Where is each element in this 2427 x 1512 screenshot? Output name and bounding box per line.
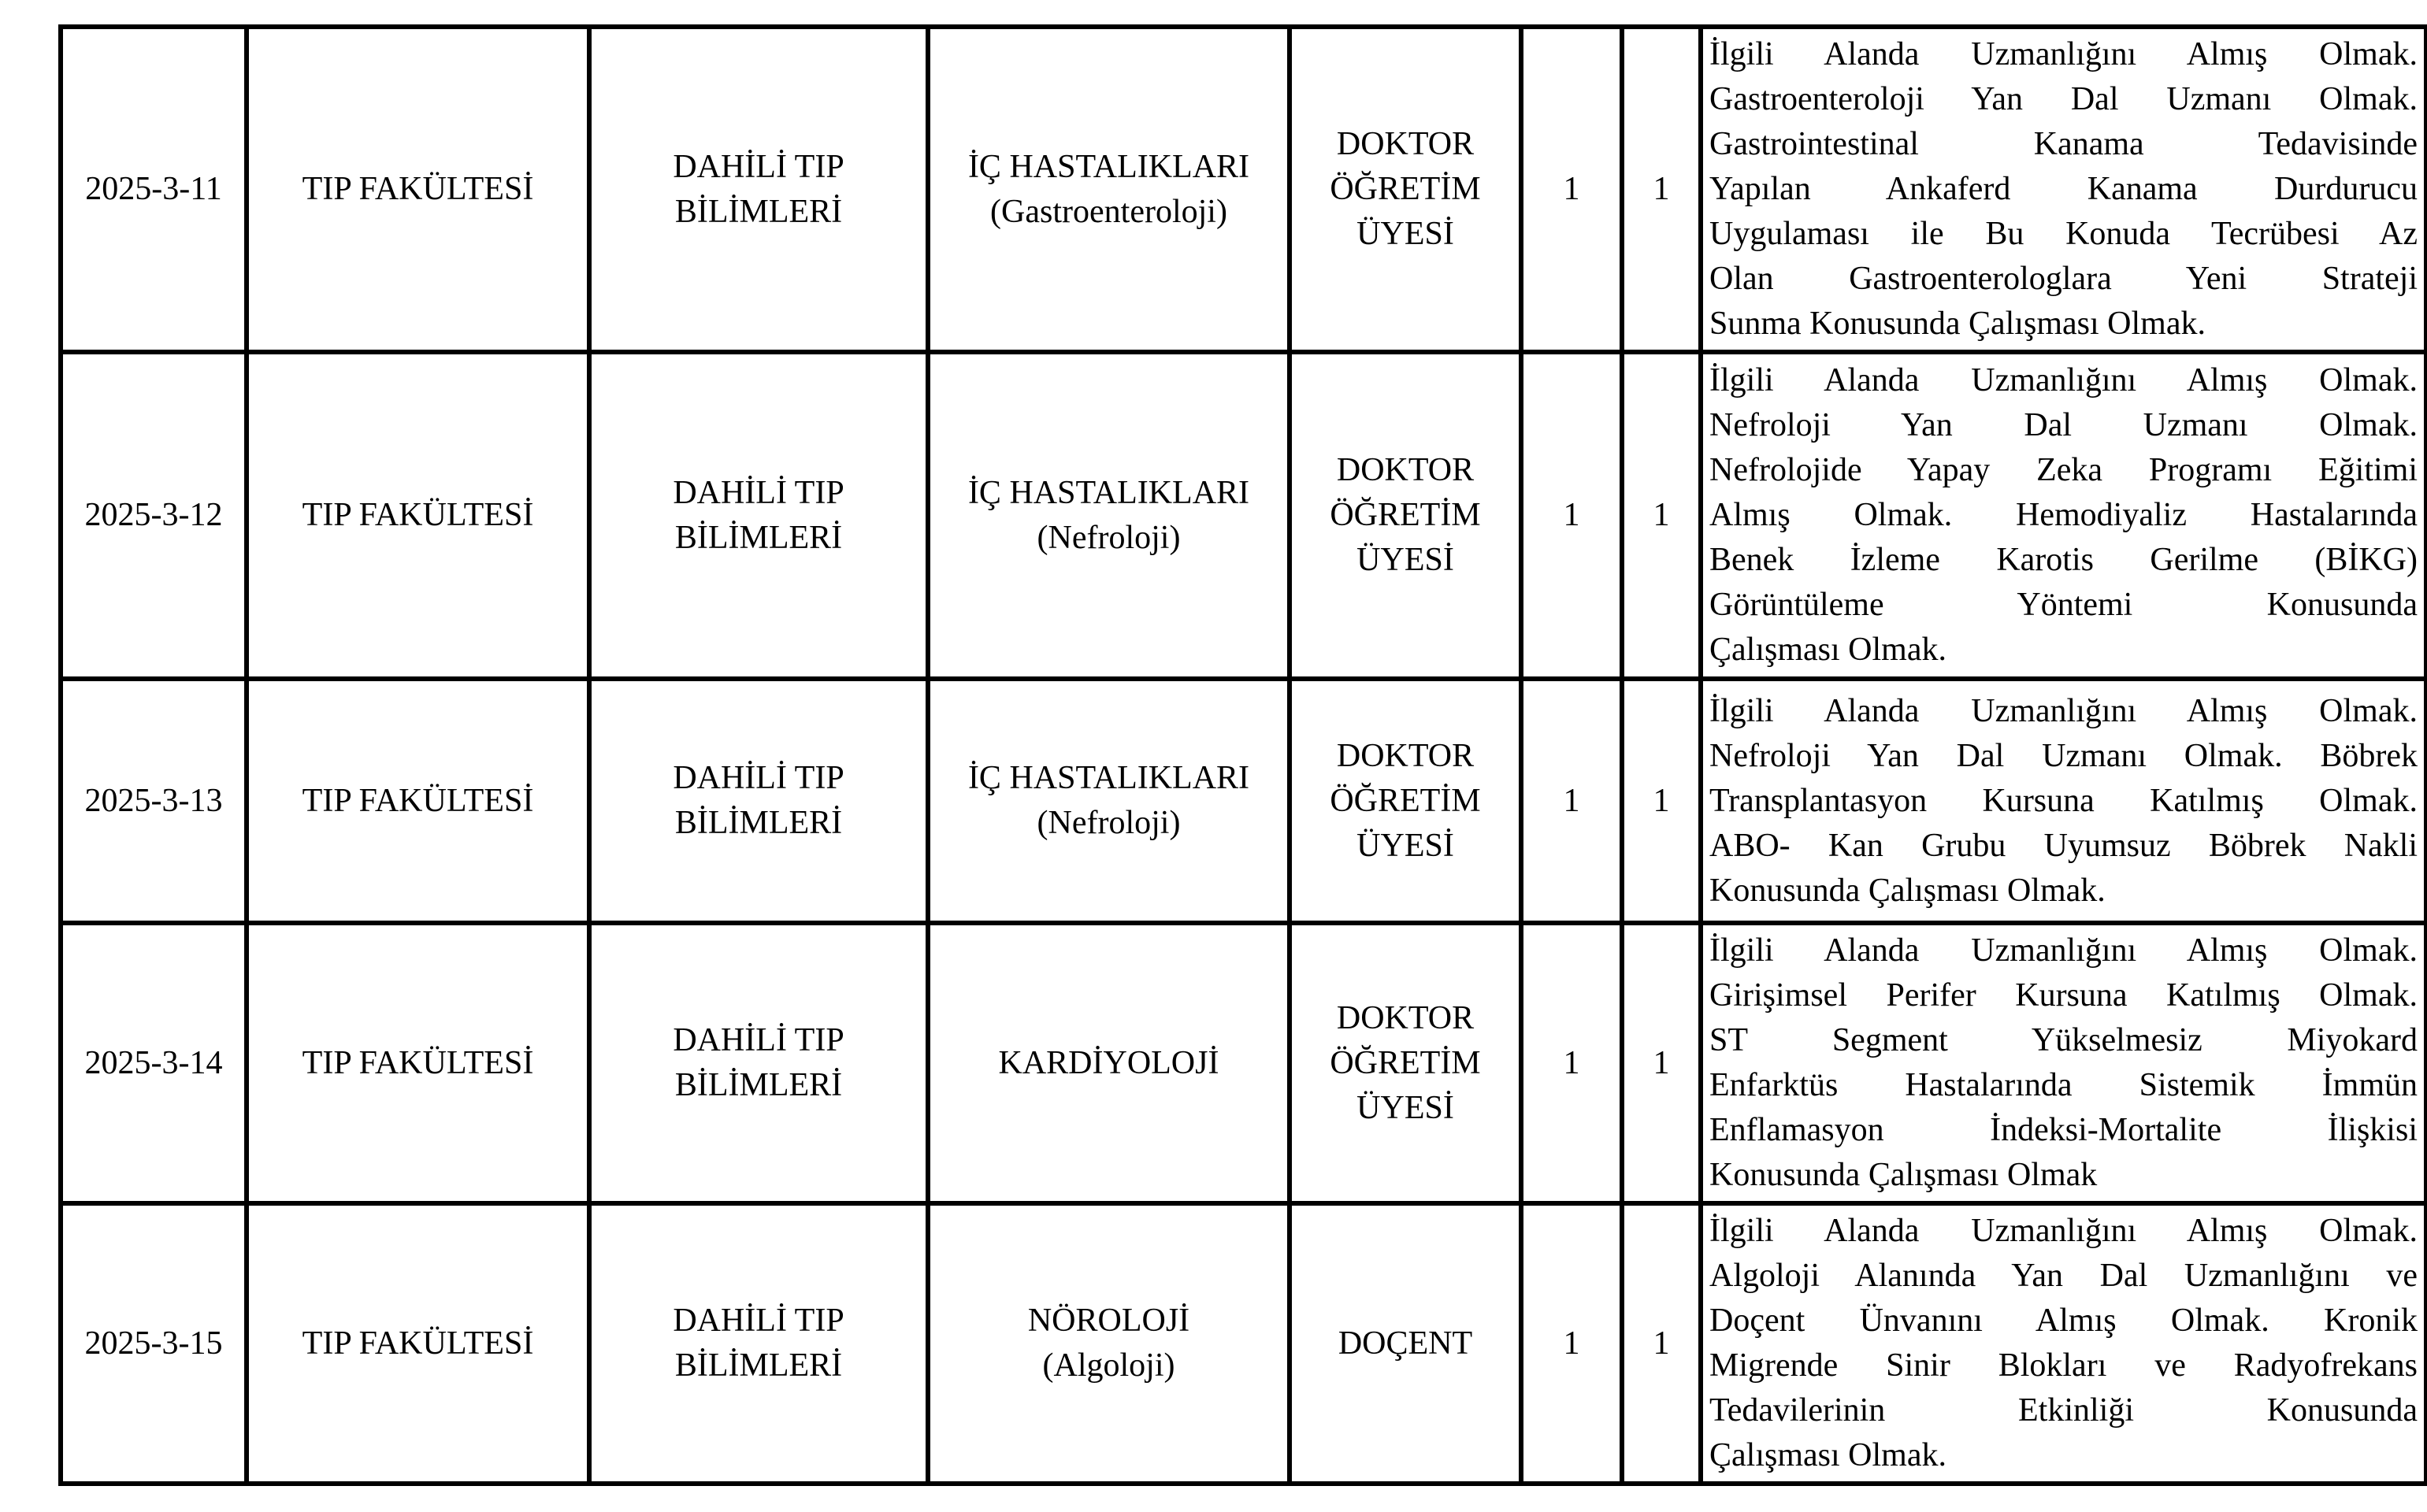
description-line: Algoloji Alanında Yan Dal Uzmanlığını ve (1709, 1258, 2418, 1294)
count-secondary-cell: 1 (1622, 352, 1701, 679)
unit-cell: DAHİLİ TIP BİLİMLERİ (589, 923, 928, 1203)
description-cell (1701, 923, 2426, 1203)
description-line: İlgili Alanda Uzmanlığını Almış Olmak. (1709, 1213, 2418, 1249)
faculty-cell: TIP FAKÜLTESİ (247, 27, 589, 352)
description-cell (1701, 352, 2426, 679)
unit-cell: DAHİLİ TIP BİLİMLERİ (589, 27, 928, 352)
date-cell: 2025-3-15 (61, 1203, 247, 1484)
count-secondary-cell: 1 (1622, 923, 1701, 1203)
description-line: İlgili Alanda Uzmanlığını Almış Olmak. (1709, 932, 2418, 969)
date-cell: 2025-3-14 (61, 923, 247, 1203)
description-line: Transplantasyon Kursuna Katılmış Olmak. (1709, 782, 2418, 819)
department-subspecialty: (Nefroloji) (1037, 519, 1181, 556)
unit-cell: DAHİLİ TIP BİLİMLERİ (589, 1203, 928, 1484)
department-subspecialty: (Nefroloji) (1037, 805, 1181, 841)
description-line: Almış Olmak. Hemodiyaliz Hastalarında (1709, 497, 2418, 533)
faculty-cell: TIP FAKÜLTESİ (247, 923, 589, 1203)
description-line: İlgili Alanda Uzmanlığını Almış Olmak. (1709, 362, 2418, 398)
department-subspecialty: (Gastroenteroloji) (990, 193, 1227, 230)
count-primary-cell: 1 (1521, 923, 1622, 1203)
date-cell: 2025-3-11 (61, 27, 247, 352)
table-row (61, 679, 2426, 923)
description-line: Nefrolojide Yapay Zeka Programı Eğitimi (1709, 452, 2418, 488)
department-name: NÖROLOJİ (1027, 1303, 1190, 1339)
description-line: Enflamasyon İndeksi-Mortalite İlişkisi (1709, 1112, 2418, 1148)
faculty-cell: TIP FAKÜLTESİ (247, 679, 589, 923)
date-cell: 2025-3-13 (61, 679, 247, 923)
description-line: ST Segment Yükselmesiz Miyokard (1709, 1022, 2418, 1058)
table-row (61, 352, 2426, 679)
description-line: Konusunda Çalışması Olmak (1709, 1157, 2098, 1193)
department-cell (928, 27, 1290, 352)
date-cell: 2025-3-12 (61, 352, 247, 679)
description-line: Nefroloji Yan Dal Uzmanı Olmak. (1709, 407, 2418, 443)
unit-cell: DAHİLİ TIP BİLİMLERİ (589, 679, 928, 923)
faculty-cell: TIP FAKÜLTESİ (247, 1203, 589, 1484)
description-line: Yapılan Ankaferd Kanama Durdurucu (1709, 171, 2418, 207)
table-row (61, 27, 2426, 352)
description-line: Çalışması Olmak. (1709, 1437, 1946, 1473)
description-line: Nefroloji Yan Dal Uzmanı Olmak. Böbrek (1709, 737, 2418, 774)
table-row (61, 923, 2426, 1203)
description-line: Çalışması Olmak. (1709, 632, 1946, 668)
count-primary-cell: 1 (1521, 1203, 1622, 1484)
description-cell (1701, 27, 2426, 352)
description-line: Benek İzleme Karotis Gerilme (BİKG) (1709, 542, 2418, 578)
description-line: Girişimsel Perifer Kursuna Katılmış Olmak. (1709, 977, 2418, 1014)
description-line: ABO- Kan Grubu Uyumsuz Böbrek Nakli (1709, 827, 2418, 864)
description-line: Gastrointestinal Kanama Tedavisinde (1709, 126, 2418, 162)
department-name: İÇ HASTALIKLARI (967, 474, 1250, 511)
faculty-cell: TIP FAKÜLTESİ (247, 352, 589, 679)
title-cell: DOKTOR ÖĞRETİM ÜYESİ (1290, 679, 1521, 923)
count-secondary-cell: 1 (1622, 27, 1701, 352)
description-line: Konusunda Çalışması Olmak. (1709, 872, 2106, 909)
table-row (61, 1203, 2426, 1484)
description-line: Migrende Sinir Blokları ve Radyofrekans (1709, 1347, 2418, 1384)
description-cell (1701, 679, 2426, 923)
description-cell (1701, 1203, 2426, 1484)
description-line: Sunma Konusunda Çalışması Olmak. (1709, 306, 2206, 342)
description-line: Gastroenteroloji Yan Dal Uzmanı Olmak. (1709, 81, 2418, 117)
department-cell (928, 923, 1290, 1203)
department-cell (928, 352, 1290, 679)
unit-cell: DAHİLİ TIP BİLİMLERİ (589, 352, 928, 679)
description-line: Uygulaması ile Bu Konuda Tecrübesi Az (1709, 216, 2418, 252)
count-primary-cell: 1 (1521, 352, 1622, 679)
count-primary-cell: 1 (1521, 27, 1622, 352)
description-line: İlgili Alanda Uzmanlığını Almış Olmak. (1709, 36, 2418, 72)
department-cell (928, 679, 1290, 923)
department-name: İÇ HASTALIKLARI (967, 760, 1250, 796)
department-cell (928, 1203, 1290, 1484)
academic-positions-table (58, 24, 2427, 1486)
count-primary-cell: 1 (1521, 679, 1622, 923)
count-secondary-cell: 1 (1622, 1203, 1701, 1484)
count-secondary-cell: 1 (1622, 679, 1701, 923)
description-line: Doçent Ünvanını Almış Olmak. Kronik (1709, 1303, 2418, 1339)
title-cell: DOÇENT (1290, 1203, 1521, 1484)
department-name: KARDİYOLOJİ (998, 1044, 1219, 1081)
description-line: İlgili Alanda Uzmanlığını Almış Olmak. (1709, 692, 2418, 729)
description-line: Görüntüleme Yöntemi Konusunda (1709, 587, 2418, 623)
description-line: Olan Gastroenterologlara Yeni Strateji (1709, 261, 2418, 297)
department-name: İÇ HASTALIKLARI (967, 148, 1250, 185)
description-line: Tedavilerinin Etkinliği Konusunda (1709, 1392, 2418, 1429)
title-cell: DOKTOR ÖĞRETİM ÜYESİ (1290, 352, 1521, 679)
title-cell: DOKTOR ÖĞRETİM ÜYESİ (1290, 27, 1521, 352)
department-subspecialty: (Algoloji) (1042, 1347, 1175, 1384)
description-line: Enfarktüs Hastalarında Sistemik İmmün (1709, 1067, 2418, 1103)
title-cell: DOKTOR ÖĞRETİM ÜYESİ (1290, 923, 1521, 1203)
